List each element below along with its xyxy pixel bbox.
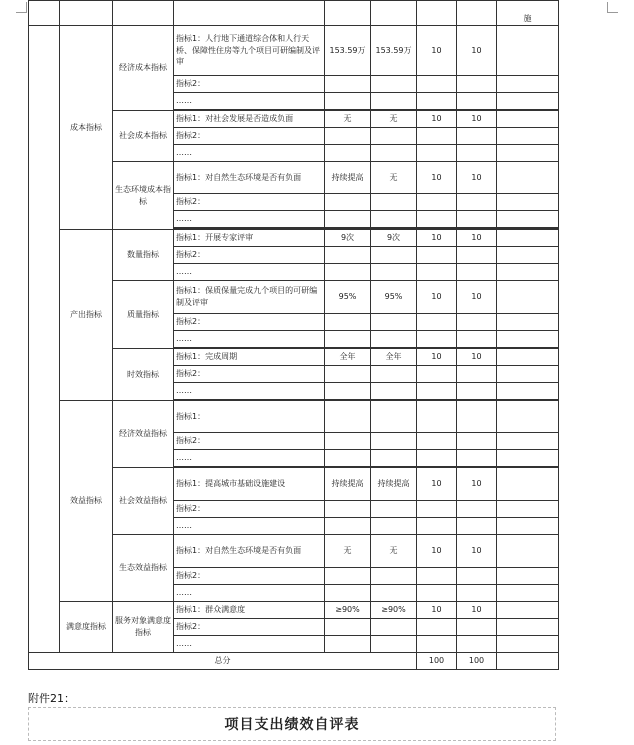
table-row-top-continuation xyxy=(29,1,559,26)
score-value: 10 xyxy=(457,535,497,568)
indicator-cell: 指标2： xyxy=(174,247,325,264)
indicator-cell: 指标2： xyxy=(174,194,325,211)
indicator-cell: 指标2： xyxy=(174,433,325,450)
target-value: 持续提高 xyxy=(325,468,371,501)
level2-econ-benefit: 经济效益指标 xyxy=(113,401,174,468)
indicator-cell: …… xyxy=(174,450,325,467)
target-value: ≥90% xyxy=(325,602,371,619)
weight-value: 10 xyxy=(417,281,457,314)
indicator-cell: …… xyxy=(174,383,325,400)
target-value: 95% xyxy=(325,281,371,314)
total-row xyxy=(29,653,559,670)
actual-value: 全年 xyxy=(371,349,417,366)
total-label: 总分 xyxy=(29,653,417,670)
target-value: 153.59万 xyxy=(325,26,371,76)
indicator-cell: …… xyxy=(174,264,325,281)
indicator-cell: 指标1：对自然生态环境是否有负面 xyxy=(174,162,325,194)
level1-satisfaction: 满意度指标 xyxy=(60,602,113,653)
attachment-label: 附件21： xyxy=(28,692,75,705)
level2-social-benefit: 社会效益指标 xyxy=(113,468,174,535)
weight-value: 10 xyxy=(417,230,457,247)
score-value: 10 xyxy=(457,468,497,501)
indicator-cell: 指标1： xyxy=(174,401,325,433)
actual-value: 153.59万 xyxy=(371,26,417,76)
level2-social-cost: 社会成本指标 xyxy=(113,111,174,162)
indicator-cell: …… xyxy=(174,585,325,602)
remark-cell: 施 xyxy=(497,1,559,26)
target-value: 无 xyxy=(325,111,371,128)
weight-value: 10 xyxy=(417,602,457,619)
indicator-cell: 指标2： xyxy=(174,76,325,93)
indicator-cell: 指标2： xyxy=(174,568,325,585)
score-value: 10 xyxy=(457,111,497,128)
actual-value: 无 xyxy=(371,535,417,568)
score-value: 10 xyxy=(457,26,497,76)
weight-value: 10 xyxy=(417,111,457,128)
table-row xyxy=(29,401,559,433)
indicator-cell: …… xyxy=(174,93,325,110)
indicator-cell: 指标2： xyxy=(174,314,325,331)
next-table-title-box xyxy=(28,707,556,741)
left-margin-column xyxy=(29,26,60,653)
target-value: 持续提高 xyxy=(325,162,371,194)
level2-eco-cost: 生态环境成本指标 xyxy=(113,162,174,230)
weight-value: 10 xyxy=(417,349,457,366)
indicator-cell: …… xyxy=(174,636,325,653)
weight-value: 10 xyxy=(417,535,457,568)
indicator-cell: 指标2： xyxy=(174,128,325,145)
indicator-cell: 指标1：对社会发展是否造成负面 xyxy=(174,111,325,128)
indicator-cell: …… xyxy=(174,211,325,228)
actual-value: 无 xyxy=(371,162,417,194)
indicator-cell: 指标1：群众满意度 xyxy=(174,602,325,619)
actual-value: ≥90% xyxy=(371,602,417,619)
actual-value: 9次 xyxy=(371,230,417,247)
level2-service-satisfaction: 服务对象满意度指标 xyxy=(113,602,174,653)
indicator-cell: 指标1：人行地下通道综合体和人行天桥、保障性住房等九个项目可研编制及评审 xyxy=(174,26,325,76)
page-corner-mark-right xyxy=(607,2,618,13)
level2-quantity: 数量指标 xyxy=(113,230,174,281)
table-row xyxy=(29,602,559,619)
level2-quality: 质量指标 xyxy=(113,281,174,349)
weight-value: 10 xyxy=(417,26,457,76)
level2-econ-cost: 经济成本指标 xyxy=(113,26,174,111)
total-weight: 100 xyxy=(417,653,457,670)
indicator-cell: …… xyxy=(174,145,325,162)
performance-indicator-table xyxy=(28,0,559,670)
target-value: 全年 xyxy=(325,349,371,366)
indicator-cell: 指标1：对自然生态环境是否有负面 xyxy=(174,535,325,568)
level2-timeliness: 时效指标 xyxy=(113,349,174,401)
total-score: 100 xyxy=(457,653,497,670)
score-value: 10 xyxy=(457,230,497,247)
score-value: 10 xyxy=(457,281,497,314)
indicator-cell: 指标2： xyxy=(174,366,325,383)
actual-value: 无 xyxy=(371,111,417,128)
page-corner-mark-left xyxy=(16,2,27,13)
level1-output: 产出指标 xyxy=(60,230,113,401)
indicator-cell: 指标1：保质保量完成九个项目的可研编制及评审 xyxy=(174,281,325,314)
score-value: 10 xyxy=(457,349,497,366)
actual-value: 持续提高 xyxy=(371,468,417,501)
level1-cost: 成本指标 xyxy=(60,26,113,230)
score-value: 10 xyxy=(457,602,497,619)
weight-value: 10 xyxy=(417,468,457,501)
target-value: 9次 xyxy=(325,230,371,247)
level1-benefit: 效益指标 xyxy=(60,401,113,602)
indicator-cell: …… xyxy=(174,518,325,535)
indicator-cell: …… xyxy=(174,331,325,348)
next-table-title: 项目支出绩效自评表 xyxy=(224,717,360,733)
table-row xyxy=(29,230,559,247)
level2-eco-benefit: 生态效益指标 xyxy=(113,535,174,602)
indicator-cell: 指标1：完成周期 xyxy=(174,349,325,366)
indicator-cell: 指标2： xyxy=(174,619,325,636)
target-value: 无 xyxy=(325,535,371,568)
actual-value: 95% xyxy=(371,281,417,314)
indicator-cell: 指标2： xyxy=(174,501,325,518)
indicator-cell: 指标1：开展专家评审 xyxy=(174,230,325,247)
table-row xyxy=(29,26,559,76)
weight-value: 10 xyxy=(417,162,457,194)
score-value: 10 xyxy=(457,162,497,194)
indicator-cell: 指标1：提高城市基础设施建设 xyxy=(174,468,325,501)
